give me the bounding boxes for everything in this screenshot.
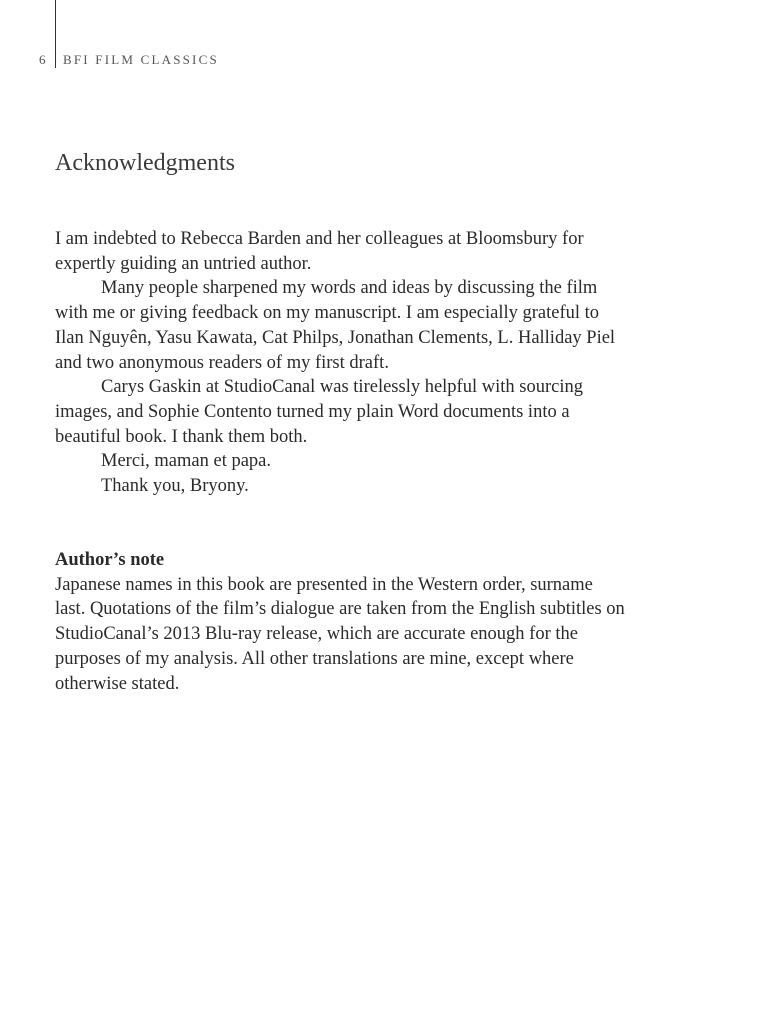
page-number: 6 (39, 52, 48, 67)
paragraph: I am indebted to Rebecca Barden and her colleagues at Bloomsbury for expertly guiding an untried author. (55, 229, 584, 274)
page-title: Acknowledgments (55, 150, 235, 176)
paragraph: Carys Gaskin at StudioCanal was tirelessly helpful with sourcing images, and Sophie Contento turned my plain Word documents into a beautiful book. I thank them both. (55, 377, 583, 447)
series-title: BFI FILM CLASSICS (63, 52, 219, 67)
paragraph: Many people sharpened my words and ideas by discussing the film with me or giving feedback on my manuscript. I am especially grateful to Ilan Nguyên, Yasu Kawata, Cat Philps, Jonathan Clements, L. Halliday Piel and two anonymous readers of my first draft. (55, 278, 616, 373)
paragraph: Thank you, Bryony. (101, 476, 249, 497)
running-head-rule (55, 0, 56, 68)
authors-note-text: Japanese names in this book are presented in the Western order, surname last. Quotations of the film’s dialogue are taken from the English subtitles on StudioCanal’s 2013 Blu-ray release, which are accurate enough for the purposes of my analysis. All other translations are mine, except where otherwise stated. (55, 574, 625, 694)
acknowledgments-body (55, 227, 625, 499)
authors-note-section (55, 548, 625, 696)
paragraph: Merci, maman et papa. (101, 451, 272, 472)
authors-note-title: Author’s note (55, 550, 165, 570)
